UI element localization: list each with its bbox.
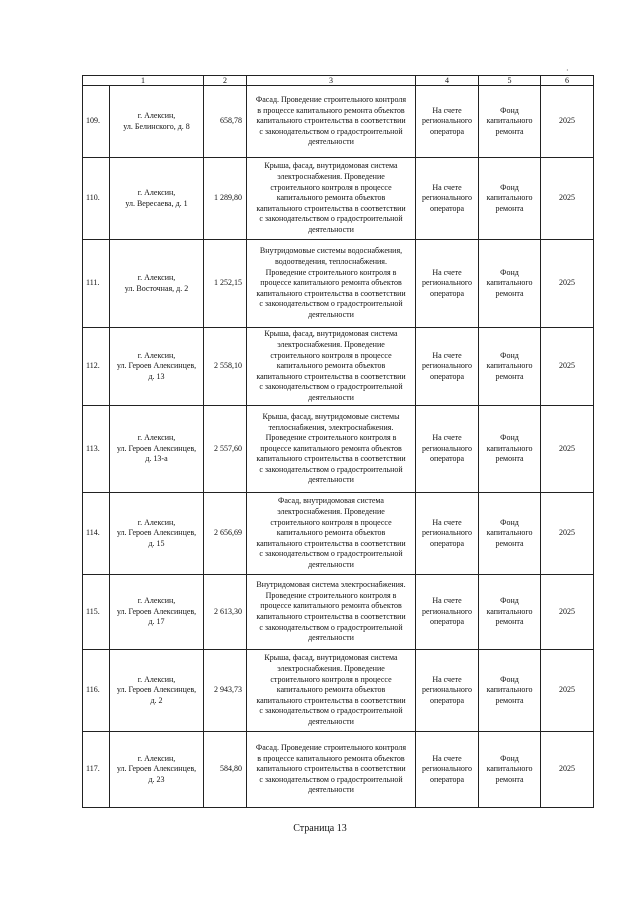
account-cell-line: регионального xyxy=(421,443,473,453)
works-cell-line: деятельности xyxy=(308,475,354,485)
funding-source-cell xyxy=(479,158,541,240)
works-cell-line: Проведение строительного контроля в xyxy=(265,433,397,443)
funding-source-cell-line: ремонта xyxy=(495,126,524,136)
works-cell-line: деятельности xyxy=(308,633,354,643)
funding-source-cell-line: Фонд xyxy=(500,596,519,606)
works-cell xyxy=(247,86,416,158)
account-cell-line: оператора xyxy=(429,774,465,784)
account-cell-line: регионального xyxy=(421,116,473,126)
works-cell-line: Крыша, фасад, внутридомовые системы xyxy=(262,411,400,421)
works-cell-line: Проведение строительного контроля в xyxy=(265,590,397,600)
year-cell: 2025 xyxy=(541,158,594,240)
account-cell-line: регионального xyxy=(421,193,473,203)
account-cell-line: На счете xyxy=(432,517,462,527)
area-cell: 2 656,69 xyxy=(204,493,247,575)
year-cell: 2025 xyxy=(541,86,594,158)
funding-source-cell-line: ремонта xyxy=(495,371,524,381)
funding-source-cell-line: ремонта xyxy=(495,774,524,784)
works-cell-line: электроснабжения. Проведение xyxy=(277,172,385,182)
funding-source-cell-line: Фонд xyxy=(500,433,519,443)
funding-source-cell xyxy=(479,650,541,732)
column-header-4: 4 xyxy=(416,76,479,86)
funding-source-cell xyxy=(479,493,541,575)
works-cell-line: Фасад, внутридомовая система xyxy=(278,496,384,506)
works-cell-line: с законодательством о градостроительной xyxy=(259,214,403,224)
works-cell-line: капитального строительства в соответствии xyxy=(256,203,406,213)
funding-source-cell-line: капитального xyxy=(486,278,533,288)
row-number: 110. xyxy=(83,158,110,240)
year-cell: 2025 xyxy=(541,650,594,732)
works-cell xyxy=(247,158,416,240)
works-cell-line: процессе капитального ремонта объектов xyxy=(260,443,402,453)
works-cell-line: с законодательством о градостроительной xyxy=(259,126,403,136)
works-cell-line: с законодательством о градостроительной xyxy=(259,464,403,474)
address-cell-line: г. Алексин, xyxy=(137,187,176,197)
column-header-2: 2 xyxy=(204,76,247,86)
address-cell-line: ул. Вересаева, д. 1 xyxy=(125,198,188,208)
works-cell xyxy=(247,493,416,575)
account-cell-line: оператора xyxy=(429,203,465,213)
column-header-5: 5 xyxy=(479,76,541,86)
works-cell-line: с законодательством о градостроительной xyxy=(259,622,403,632)
address-cell-line: г. Алексин, xyxy=(137,753,176,763)
account-cell-line: На счете xyxy=(432,753,462,763)
account-cell-line: оператора xyxy=(429,126,465,136)
address-cell-line: г. Алексин, xyxy=(137,350,176,360)
works-cell-line: Фасад. Проведение строительного контроля xyxy=(255,743,407,753)
row-number: 111. xyxy=(83,240,110,328)
year-cell: 2025 xyxy=(541,328,594,406)
column-number-row xyxy=(83,76,594,86)
works-cell-line: Внутридомовая система электроснабжения. xyxy=(256,580,406,590)
funding-source-cell-line: капитального xyxy=(486,193,533,203)
address-cell-line: г. Алексин, xyxy=(137,674,176,684)
funding-source-cell-line: ремонта xyxy=(495,454,524,464)
works-cell-line: капитального строительства в соответствии xyxy=(256,764,406,774)
row-number: 117. xyxy=(83,732,110,808)
works-cell-line: процессе капитального ремонта объектов xyxy=(260,278,402,288)
account-cell xyxy=(416,575,479,650)
account-cell-line: оператора xyxy=(429,538,465,548)
address-cell xyxy=(110,86,204,158)
works-cell-line: капитального строительства в соответствии xyxy=(256,695,406,705)
works-cell-line: деятельности xyxy=(308,224,354,234)
row-number: 115. xyxy=(83,575,110,650)
funding-source-cell-line: капитального xyxy=(486,764,533,774)
works-cell-line: деятельности xyxy=(308,392,354,402)
account-cell-line: оператора xyxy=(429,695,465,705)
works-cell-line: в процессе капитального ремонта объектов xyxy=(257,753,405,763)
row-number: 114. xyxy=(83,493,110,575)
account-cell xyxy=(416,650,479,732)
address-cell-line: ул. Героев Алексинцев, xyxy=(116,528,197,538)
account-cell-line: На счете xyxy=(432,596,462,606)
address-cell-line: ул. Героев Алексинцев, xyxy=(116,764,197,774)
table-row xyxy=(83,240,594,328)
funding-source-cell-line: капитального xyxy=(486,528,533,538)
works-cell-line: теплоснабжения, электроснабжения. xyxy=(268,422,394,432)
works-cell-line: строительного контроля в процессе xyxy=(270,182,392,192)
row-number: 116. xyxy=(83,650,110,732)
address-cell-line: ул. Героев Алексинцев, xyxy=(116,361,197,371)
table-row xyxy=(83,158,594,240)
works-cell-line: строительного контроля в процессе xyxy=(270,517,392,527)
column-header-1: 1 xyxy=(83,76,204,86)
address-cell xyxy=(110,650,204,732)
account-cell xyxy=(416,406,479,493)
row-number: 113. xyxy=(83,406,110,493)
account-cell xyxy=(416,240,479,328)
column-header-3: 3 xyxy=(247,76,416,86)
funding-source-cell-line: Фонд xyxy=(500,674,519,684)
works-cell-line: Крыша, фасад, внутридомовая система xyxy=(264,329,398,339)
year-cell: 2025 xyxy=(541,240,594,328)
works-cell-line: Крыша, фасад, внутридомовая система xyxy=(264,653,398,663)
table-row xyxy=(83,406,594,493)
area-cell: 2 558,10 xyxy=(204,328,247,406)
account-cell-line: оператора xyxy=(429,288,465,298)
works-cell-line: капитального ремонта объектов xyxy=(276,528,386,538)
works-cell-line: электроснабжения. Проведение xyxy=(277,507,385,517)
address-cell xyxy=(110,406,204,493)
table-row xyxy=(83,650,594,732)
funding-source-cell-line: Фонд xyxy=(500,182,519,192)
account-cell-line: оператора xyxy=(429,617,465,627)
address-cell-line: г. Алексин, xyxy=(137,272,176,282)
address-cell-line: г. Алексин, xyxy=(137,517,176,527)
funding-source-cell-line: капитального xyxy=(486,606,533,616)
account-cell-line: оператора xyxy=(429,454,465,464)
repair-register-table xyxy=(82,75,594,808)
address-cell xyxy=(110,328,204,406)
funding-source-cell xyxy=(479,732,541,808)
account-cell-line: На счете xyxy=(432,182,462,192)
table-row xyxy=(83,86,594,158)
area-cell: 2 943,73 xyxy=(204,650,247,732)
address-cell-line: д. 23 xyxy=(148,774,165,784)
area-cell: 1 252,15 xyxy=(204,240,247,328)
funding-source-cell-line: Фонд xyxy=(500,267,519,277)
funding-source-cell-line: капитального xyxy=(486,361,533,371)
address-cell-line: ул. Белинского, д. 8 xyxy=(123,121,190,131)
account-cell-line: регионального xyxy=(421,278,473,288)
funding-source-cell-line: ремонта xyxy=(495,538,524,548)
account-cell-line: регионального xyxy=(421,764,473,774)
area-cell: 658,78 xyxy=(204,86,247,158)
funding-source-cell-line: капитального xyxy=(486,116,533,126)
row-number: 112. xyxy=(83,328,110,406)
works-cell-line: Внутридомовые системы водоснабжения, xyxy=(259,246,403,256)
works-cell-line: с законодательством о градостроительной xyxy=(259,706,403,716)
works-cell-line: капитального строительства в соответствии xyxy=(256,371,406,381)
account-cell-line: На счете xyxy=(432,350,462,360)
works-cell-line: деятельности xyxy=(308,309,354,319)
works-cell xyxy=(247,406,416,493)
account-cell-line: На счете xyxy=(432,674,462,684)
address-cell-line: г. Алексин, xyxy=(137,433,176,443)
year-cell: 2025 xyxy=(541,493,594,575)
works-cell-line: водоотведения, теплоснабжения. xyxy=(275,257,387,267)
row-number: 109. xyxy=(83,86,110,158)
year-cell: 2025 xyxy=(541,732,594,808)
works-cell-line: с законодательством о градостроительной xyxy=(259,774,403,784)
works-cell xyxy=(247,328,416,406)
address-cell-line: д. 2 xyxy=(150,695,163,705)
account-cell-line: регионального xyxy=(421,685,473,695)
area-cell: 2 613,30 xyxy=(204,575,247,650)
account-cell-line: регионального xyxy=(421,528,473,538)
funding-source-cell xyxy=(479,328,541,406)
account-cell-line: регионального xyxy=(421,361,473,371)
corner-mark: · xyxy=(566,66,569,75)
funding-source-cell-line: Фонд xyxy=(500,350,519,360)
works-cell xyxy=(247,575,416,650)
funding-source-cell-line: ремонта xyxy=(495,288,524,298)
account-cell xyxy=(416,86,479,158)
works-cell xyxy=(247,732,416,808)
works-cell-line: деятельности xyxy=(308,559,354,569)
account-cell-line: На счете xyxy=(432,105,462,115)
account-cell xyxy=(416,158,479,240)
works-cell-line: Фасад. Проведение строительного контроля xyxy=(255,95,407,105)
works-cell-line: деятельности xyxy=(308,716,354,726)
address-cell-line: д. 13 xyxy=(148,371,165,381)
account-cell-line: оператора xyxy=(429,371,465,381)
works-cell-line: Крыша, фасад, внутридомовая система xyxy=(264,161,398,171)
address-cell xyxy=(110,493,204,575)
funding-source-cell-line: Фонд xyxy=(500,753,519,763)
works-cell-line: с законодательством о градостроительной xyxy=(259,299,403,309)
funding-source-cell-line: ремонта xyxy=(495,695,524,705)
funding-source-cell-line: капитального xyxy=(486,443,533,453)
works-cell-line: деятельности xyxy=(308,785,354,795)
page-number: Страница 13 xyxy=(293,823,347,834)
year-cell: 2025 xyxy=(541,406,594,493)
column-header-6: 6 xyxy=(541,76,594,86)
works-cell-line: в процессе капитального ремонта объектов xyxy=(257,105,405,115)
account-cell xyxy=(416,732,479,808)
address-cell xyxy=(110,575,204,650)
address-cell-line: д. 15 xyxy=(148,538,165,548)
funding-source-cell-line: Фонд xyxy=(500,517,519,527)
area-cell: 584,80 xyxy=(204,732,247,808)
account-cell-line: регионального xyxy=(421,606,473,616)
works-cell-line: электроснабжения. Проведение xyxy=(277,664,385,674)
funding-source-cell-line: ремонта xyxy=(495,617,524,627)
funding-source-cell xyxy=(479,86,541,158)
works-cell-line: Проведение строительного контроля в xyxy=(265,267,397,277)
address-cell xyxy=(110,240,204,328)
year-cell: 2025 xyxy=(541,575,594,650)
table-row xyxy=(83,575,594,650)
works-cell-line: строительного контроля в процессе xyxy=(270,674,392,684)
works-cell-line: строительного контроля в процессе xyxy=(270,350,392,360)
address-cell-line: г. Алексин, xyxy=(137,596,176,606)
table-row xyxy=(83,493,594,575)
works-cell-line: капитального строительства в соответствии xyxy=(256,612,406,621)
address-cell-line: д. 13-а xyxy=(145,454,168,464)
address-cell-line: ул. Героев Алексинцев, xyxy=(116,606,197,616)
funding-source-cell xyxy=(479,575,541,650)
works-cell-line: капитального ремонта объектов xyxy=(276,685,386,695)
works-cell-line: с законодательством о градостроительной xyxy=(259,382,403,392)
works-cell xyxy=(247,240,416,328)
account-cell xyxy=(416,493,479,575)
table-row xyxy=(83,732,594,808)
area-cell: 1 289,80 xyxy=(204,158,247,240)
table-row xyxy=(83,328,594,406)
works-cell-line: капитального строительства в соответствии xyxy=(256,538,406,548)
funding-source-cell-line: капитального xyxy=(486,685,533,695)
works-cell-line: с законодательством о градостроительной xyxy=(259,549,403,559)
account-cell-line: На счете xyxy=(432,267,462,277)
works-cell-line: процессе капитального ремонта объектов xyxy=(260,601,402,611)
works-cell-line: капитального строительства в соответствии xyxy=(256,288,406,298)
address-cell xyxy=(110,732,204,808)
area-cell: 2 557,60 xyxy=(204,406,247,493)
account-cell-line: На счете xyxy=(432,433,462,443)
funding-source-cell xyxy=(479,406,541,493)
address-cell-line: ул. Героев Алексинцев, xyxy=(116,685,197,695)
address-cell-line: д. 17 xyxy=(148,617,165,627)
funding-source-cell-line: ремонта xyxy=(495,203,524,213)
works-cell-line: капитального строительства в соответствии xyxy=(256,116,406,126)
address-cell-line: ул. Восточная, д. 2 xyxy=(124,283,189,293)
account-cell xyxy=(416,328,479,406)
address-cell-line: ул. Героев Алексинцев, xyxy=(116,443,197,453)
works-cell-line: капитального ремонта объектов xyxy=(276,361,386,371)
funding-source-cell-line: Фонд xyxy=(500,105,519,115)
funding-source-cell xyxy=(479,240,541,328)
address-cell xyxy=(110,158,204,240)
works-cell-line: капитального ремонта объектов xyxy=(276,193,386,203)
works-cell-line: электроснабжения. Проведение xyxy=(277,340,385,350)
works-cell-line: капитального строительства в соответствии xyxy=(256,454,406,464)
works-cell-line: деятельности xyxy=(308,137,354,147)
address-cell-line: г. Алексин, xyxy=(137,110,176,120)
works-cell xyxy=(247,650,416,732)
